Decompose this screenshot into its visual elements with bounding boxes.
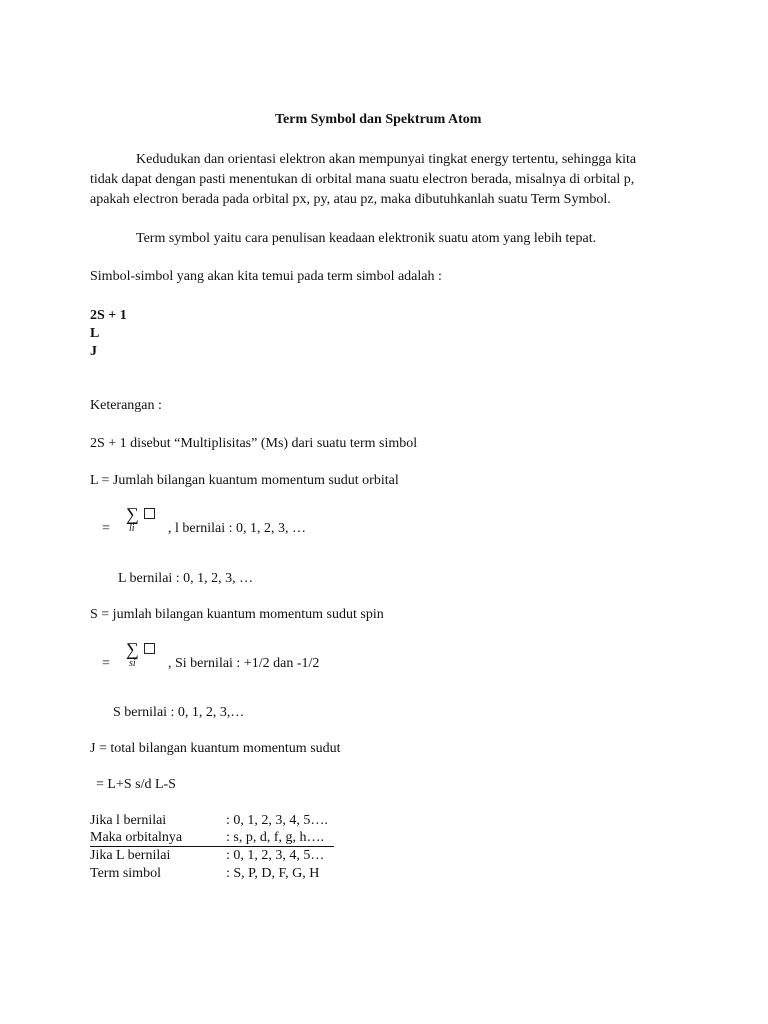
page-title: Term Symbol dan Spektrum Atom [275,112,482,127]
paragraph-2: Term symbol yaitu cara penulisan keadaan elektronik suatu atom yang lebih tepat. [136,231,597,246]
l-definition: L = Jumlah bilangan kuantum momentum sudut orbital [90,473,399,488]
placeholder-box-icon [144,643,155,654]
sum-li-formula [126,505,166,541]
sum-si-formula [126,640,166,676]
table-row-label: Jika L bernilai [90,848,171,863]
keterangan-label: Keterangan : [90,398,162,413]
table-row-value: : 0, 1, 2, 3, 4, 5…. [226,813,328,828]
sigma-subscript: li [129,523,135,534]
l-values: L bernilai : 0, 1, 2, 3, … [118,571,254,586]
placeholder-box-icon [144,508,155,519]
sigma-symbol: ∑ [126,639,139,659]
paragraph-1-line-3: apakah electron berada pada orbital px, py, atau pz, maka dibutuhkanlah suatu Term Symbol. [90,192,611,207]
paragraph-1-line-2: tidak dapat dengan pasti menentukan di orbital mana suatu electron berada, misalnya di orbital p, [90,172,635,187]
paragraph-1-line-1: Kedudukan dan orientasi elektron akan mempunyai tingkat energy tertentu, sehingga kita [136,152,637,167]
table-row-value: : S, P, D, F, G, H [226,866,320,881]
eq1-equals: = [102,521,110,536]
eq2-equals: = [102,656,110,671]
table-row-label: Maka orbitalnya [90,830,183,845]
sigma-symbol: ∑ [126,504,139,524]
l-bernilai-text: , l bernilai : 0, 1, 2, 3, … [168,521,307,536]
term-symbol-multiplicity: 2S + 1 [90,308,127,323]
underline-divider [90,846,334,847]
table-row-label: Term simbol [90,866,161,881]
s-definition: S = jumlah bilangan kuantum momentum sudut spin [90,607,384,622]
si-bernilai-text: , Si bernilai : +1/2 dan -1/2 [168,656,320,671]
s-values: S bernilai : 0, 1, 2, 3,… [113,705,245,720]
table-row-label: Jika l bernilai [90,813,167,828]
paragraph-3: Simbol-simbol yang akan kita temui pada term simbol adalah : [90,269,442,284]
sigma-subscript: si [129,658,136,669]
multiplicity-definition: 2S + 1 disebut “Multiplisitas” (Ms) dari suatu term simbol [90,436,418,451]
j-equation: = L+S s/d L-S [96,777,176,792]
table-row-value: : s, p, d, f, g, h…. [226,830,324,845]
table-row-value: : 0, 1, 2, 3, 4, 5… [226,848,325,863]
term-symbol-j: J [90,344,97,359]
term-symbol-l: L [90,326,100,341]
j-definition: J = total bilangan kuantum momentum sudut [90,741,341,756]
